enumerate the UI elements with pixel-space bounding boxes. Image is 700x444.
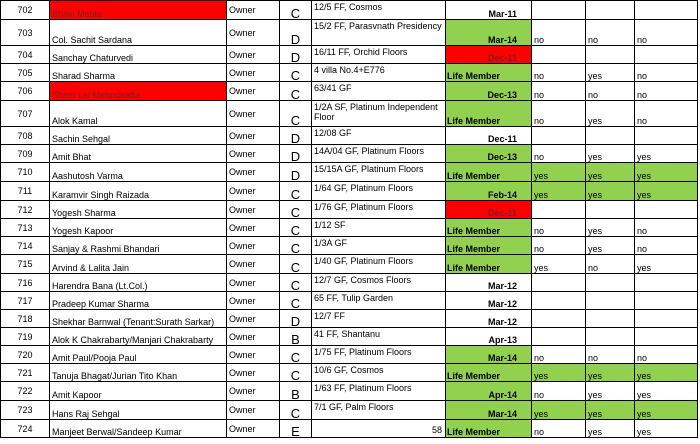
- flag-1-cell: yes: [532, 364, 586, 382]
- flag-1-cell: [532, 127, 586, 145]
- table-row: [1, 64, 698, 82]
- address-cell: 12/08 GF: [312, 127, 446, 145]
- member-name-cell: Pradeep Kumar Sharma: [50, 292, 227, 310]
- member-number-cell: 724: [1, 420, 50, 438]
- membership-cell: Life Member: [446, 237, 532, 255]
- flag-3-cell: yes: [635, 382, 698, 401]
- owner-status-cell: Owner: [227, 274, 280, 292]
- address-cell: 41 FF, Shantanu: [312, 328, 446, 346]
- member-number-cell: 712: [1, 201, 50, 219]
- flag-1-cell: [532, 1, 586, 20]
- owner-status-cell: Owner: [227, 82, 280, 101]
- membership-cell: Dec-11: [446, 46, 532, 64]
- address-cell: 4 villa No.4+E776: [312, 64, 446, 82]
- category-cell: B: [280, 328, 312, 346]
- page-number: 58: [432, 425, 443, 435]
- owner-status-cell: Owner: [227, 201, 280, 219]
- owner-status-cell: Owner: [227, 145, 280, 163]
- category-cell: E: [280, 420, 312, 438]
- member-number-cell: 711: [1, 182, 50, 201]
- address-cell: 63/41 GF: [312, 82, 446, 101]
- address-cell: [312, 420, 446, 438]
- member-number-cell: 717: [1, 292, 50, 310]
- flag-1-cell: [532, 310, 586, 328]
- flag-3-cell: yes: [635, 145, 698, 163]
- flag-3-cell: yes: [635, 420, 698, 438]
- owner-status-cell: Owner: [227, 328, 280, 346]
- flag-3-cell: [635, 1, 698, 20]
- flag-2-cell: yes: [586, 382, 635, 401]
- table-row: [1, 292, 698, 310]
- membership-cell: Life Member: [446, 163, 532, 182]
- category-cell: C: [280, 82, 312, 101]
- flag-2-cell: yes: [586, 64, 635, 82]
- address-cell: 1/3A GF: [312, 237, 446, 255]
- membership-cell: Dec-13: [446, 145, 532, 163]
- flag-3-cell: [635, 292, 698, 310]
- category-cell: C: [280, 237, 312, 255]
- membership-cell: Life Member: [446, 255, 532, 274]
- category-cell: D: [280, 145, 312, 163]
- flag-1-cell: [532, 201, 586, 219]
- table-row: [1, 346, 698, 364]
- flag-2-cell: [586, 46, 635, 64]
- address-cell: 15/2 FF, Parasvnath Presidency: [312, 20, 446, 46]
- flag-1-cell: no: [532, 237, 586, 255]
- category-cell: C: [280, 274, 312, 292]
- flag-2-cell: no: [586, 20, 635, 46]
- membership-cell: Feb-14: [446, 182, 532, 201]
- member-number-cell: 704: [1, 46, 50, 64]
- flag-1-cell: no: [532, 101, 586, 127]
- flag-1-cell: [532, 328, 586, 346]
- category-cell: D: [280, 310, 312, 328]
- flag-1-cell: yes: [532, 163, 586, 182]
- owner-status-cell: Owner: [227, 20, 280, 46]
- member-number-cell: 718: [1, 310, 50, 328]
- membership-cell: Dec-13: [446, 82, 532, 101]
- flag-3-cell: [635, 328, 698, 346]
- owner-status-cell: Owner: [227, 292, 280, 310]
- membership-cell: Apr-14: [446, 382, 532, 401]
- table-row: [1, 201, 698, 219]
- member-number-cell: 720: [1, 346, 50, 364]
- flag-3-cell: [635, 127, 698, 145]
- table-row: [1, 364, 698, 382]
- address-cell: 1/76 GF, Platinum Floors: [312, 201, 446, 219]
- member-name-cell: Alok Kamal: [50, 101, 227, 127]
- member-number-cell: 709: [1, 145, 50, 163]
- member-name-cell: Bhavi Mehta: [50, 1, 227, 20]
- member-name-cell: Harendra Bana (Lt.Col.): [50, 274, 227, 292]
- category-cell: D: [280, 127, 312, 145]
- owner-status-cell: Owner: [227, 1, 280, 20]
- member-name-cell: Manjeet Berwal/Sandeep Kumar: [50, 420, 227, 438]
- flag-1-cell: no: [532, 82, 586, 101]
- flag-3-cell: no: [635, 101, 698, 127]
- member-name-cell: Amit Bhat: [50, 145, 227, 163]
- member-name-cell: Col. Sachit Sardana: [50, 20, 227, 46]
- flag-3-cell: [635, 46, 698, 64]
- flag-2-cell: yes: [586, 420, 635, 438]
- flag-2-cell: [586, 1, 635, 20]
- category-cell: C: [280, 201, 312, 219]
- member-name-cell: Shekhar Barnwal (Tenant:Surath Sarkar): [50, 310, 227, 328]
- flag-1-cell: yes: [532, 401, 586, 420]
- flag-2-cell: [586, 310, 635, 328]
- address-cell: 14A/04 GF, Platinum Floors: [312, 145, 446, 163]
- flag-3-cell: no: [635, 237, 698, 255]
- flag-1-cell: yes: [532, 255, 586, 274]
- member-number-cell: 707: [1, 101, 50, 127]
- address-cell: 65 FF, Tulip Garden: [312, 292, 446, 310]
- flag-2-cell: yes: [586, 364, 635, 382]
- membership-cell: Mar-12: [446, 310, 532, 328]
- category-cell: C: [280, 64, 312, 82]
- owner-status-cell: Owner: [227, 255, 280, 274]
- category-cell: C: [280, 364, 312, 382]
- address-cell: 12/7 GF, Cosmos Floors: [312, 274, 446, 292]
- flag-3-cell: yes: [635, 401, 698, 420]
- member-number-cell: 716: [1, 274, 50, 292]
- flag-1-cell: [532, 274, 586, 292]
- member-name-cell: Aashutosh Varma: [50, 163, 227, 182]
- member-number-cell: 714: [1, 237, 50, 255]
- table-row: [1, 82, 698, 101]
- owner-status-cell: Owner: [227, 346, 280, 364]
- table-row: [1, 20, 698, 46]
- flag-2-cell: no: [586, 82, 635, 101]
- address-cell: 12/5 FF, Cosmos: [312, 1, 446, 20]
- flag-3-cell: no: [635, 64, 698, 82]
- table-row: [1, 401, 698, 420]
- membership-cell: Mar-14: [446, 401, 532, 420]
- flag-3-cell: [635, 274, 698, 292]
- membership-cell: Life Member: [446, 101, 532, 127]
- membership-cell: Apr-13: [446, 328, 532, 346]
- address-cell: 16/11 FF, Orchid Floors: [312, 46, 446, 64]
- table-row: [1, 101, 698, 127]
- owner-status-cell: Owner: [227, 46, 280, 64]
- table-row: [1, 274, 698, 292]
- member-number-cell: 723: [1, 401, 50, 420]
- owner-status-cell: Owner: [227, 219, 280, 237]
- member-name-cell: Alok K Chakrabarty/Manjari Chakrabarty: [50, 328, 227, 346]
- member-number-cell: 719: [1, 328, 50, 346]
- table-row: [1, 182, 698, 201]
- table-row: [1, 420, 698, 438]
- member-name-cell: Amit Kapoor: [50, 382, 227, 401]
- address-cell: 1/64 GF, Platinum Floors: [312, 182, 446, 201]
- flag-3-cell: yes: [635, 182, 698, 201]
- owner-status-cell: Owner: [227, 127, 280, 145]
- table-row: [1, 382, 698, 401]
- flag-2-cell: [586, 201, 635, 219]
- address-cell: 12/7 FF: [312, 310, 446, 328]
- flag-1-cell: no: [532, 20, 586, 46]
- member-name-cell: Hans Raj Sehgal: [50, 401, 227, 420]
- member-name-cell: Arvind & Lalita Jain: [50, 255, 227, 274]
- member-number-cell: 715: [1, 255, 50, 274]
- flag-1-cell: no: [532, 64, 586, 82]
- flag-3-cell: yes: [635, 163, 698, 182]
- flag-3-cell: no: [635, 82, 698, 101]
- flag-2-cell: [586, 328, 635, 346]
- flag-2-cell: yes: [586, 219, 635, 237]
- membership-cell: Life Member: [446, 219, 532, 237]
- membership-cell: Dec-11: [446, 201, 532, 219]
- flag-1-cell: no: [532, 219, 586, 237]
- address-cell: 10/6 GF, Cosmos: [312, 364, 446, 382]
- flag-3-cell: yes: [635, 255, 698, 274]
- table-row: [1, 237, 698, 255]
- flag-1-cell: [532, 292, 586, 310]
- address-cell: 1/63 FF, Platinum Floors: [312, 382, 446, 401]
- address-cell: 1/75 FF, Platinum Floors: [312, 346, 446, 364]
- owner-status-cell: Owner: [227, 401, 280, 420]
- flag-2-cell: yes: [586, 145, 635, 163]
- member-name-cell: Sanjay & Rashmi Bhandari: [50, 237, 227, 255]
- flag-3-cell: yes: [635, 364, 698, 382]
- owner-status-cell: Owner: [227, 364, 280, 382]
- flag-2-cell: yes: [586, 101, 635, 127]
- member-number-cell: 708: [1, 127, 50, 145]
- member-number-cell: 702: [1, 1, 50, 20]
- owner-status-cell: Owner: [227, 182, 280, 201]
- table-row: [1, 328, 698, 346]
- table-row: [1, 127, 698, 145]
- table-row: [1, 219, 698, 237]
- membership-cell: Mar-11: [446, 1, 532, 20]
- address-cell: 1/2A SF, Platinum Independent Floor: [312, 101, 446, 127]
- member-name-cell: Tanuja Bhagat/Jurian Tito Khan: [50, 364, 227, 382]
- flag-2-cell: yes: [586, 163, 635, 182]
- flag-2-cell: yes: [586, 401, 635, 420]
- owner-status-cell: Owner: [227, 382, 280, 401]
- flag-2-cell: no: [586, 346, 635, 364]
- table-row: [1, 46, 698, 64]
- flag-2-cell: no: [586, 255, 635, 274]
- flag-3-cell: no: [635, 346, 698, 364]
- category-cell: C: [280, 101, 312, 127]
- table-row: [1, 163, 698, 182]
- category-cell: D: [280, 20, 312, 46]
- owner-status-cell: Owner: [227, 237, 280, 255]
- flag-1-cell: [532, 46, 586, 64]
- flag-2-cell: [586, 274, 635, 292]
- flag-2-cell: yes: [586, 237, 635, 255]
- member-number-cell: 722: [1, 382, 50, 401]
- table-row: [1, 310, 698, 328]
- category-cell: C: [280, 292, 312, 310]
- category-cell: C: [280, 401, 312, 420]
- member-name-cell: Karamvir Singh Raizada: [50, 182, 227, 201]
- membership-cell: Mar-12: [446, 274, 532, 292]
- member-name-cell: Sachin Sehgal: [50, 127, 227, 145]
- category-cell: D: [280, 46, 312, 64]
- flag-1-cell: no: [532, 346, 586, 364]
- flag-3-cell: no: [635, 219, 698, 237]
- membership-cell: Life Member: [446, 64, 532, 82]
- flag-2-cell: [586, 127, 635, 145]
- address-cell: 7/1 GF, Palm Floors: [312, 401, 446, 420]
- member-number-cell: 721: [1, 364, 50, 382]
- member-number-cell: 703: [1, 20, 50, 46]
- member-name-cell: Yogesh Sharma: [50, 201, 227, 219]
- flag-1-cell: no: [532, 145, 586, 163]
- membership-cell: Mar-14: [446, 20, 532, 46]
- flag-1-cell: no: [532, 420, 586, 438]
- member-name-cell: Amit Paul/Pooja Paul: [50, 346, 227, 364]
- flag-3-cell: [635, 310, 698, 328]
- table-row: [1, 145, 698, 163]
- table-row: [1, 1, 698, 20]
- category-cell: C: [280, 255, 312, 274]
- member-name-cell: Sham Lal Mehndiratta: [50, 82, 227, 101]
- member-name-cell: Sharad Sharma: [50, 64, 227, 82]
- owner-status-cell: Owner: [227, 101, 280, 127]
- member-number-cell: 705: [1, 64, 50, 82]
- flag-3-cell: [635, 201, 698, 219]
- category-cell: D: [280, 163, 312, 182]
- flag-2-cell: yes: [586, 182, 635, 201]
- membership-cell: Mar-14: [446, 346, 532, 364]
- flag-2-cell: [586, 292, 635, 310]
- category-cell: C: [280, 1, 312, 20]
- flag-3-cell: no: [635, 20, 698, 46]
- owner-status-cell: Owner: [227, 420, 280, 438]
- member-name-cell: Sanchay Chaturvedi: [50, 46, 227, 64]
- category-cell: C: [280, 346, 312, 364]
- owner-status-cell: Owner: [227, 64, 280, 82]
- membership-cell: Mar-12: [446, 292, 532, 310]
- member-number-cell: 710: [1, 163, 50, 182]
- flag-1-cell: no: [532, 382, 586, 401]
- member-name-cell: Yogesh Kapoor: [50, 219, 227, 237]
- owner-status-cell: Owner: [227, 163, 280, 182]
- table-row: [1, 255, 698, 274]
- address-cell: 15/15A GF, Platinum Floors: [312, 163, 446, 182]
- owner-status-cell: Owner: [227, 310, 280, 328]
- category-cell: B: [280, 382, 312, 401]
- category-cell: C: [280, 182, 312, 201]
- membership-cell: Life Member: [446, 420, 532, 438]
- membership-cell: Dec-11: [446, 127, 532, 145]
- member-number-cell: 706: [1, 82, 50, 101]
- member-number-cell: 713: [1, 219, 50, 237]
- flag-1-cell: yes: [532, 182, 586, 201]
- address-cell: 1/12 SF: [312, 219, 446, 237]
- category-cell: C: [280, 219, 312, 237]
- membership-cell: Life Member: [446, 364, 532, 382]
- address-cell: 1/40 GF, Platinum Floors: [312, 255, 446, 274]
